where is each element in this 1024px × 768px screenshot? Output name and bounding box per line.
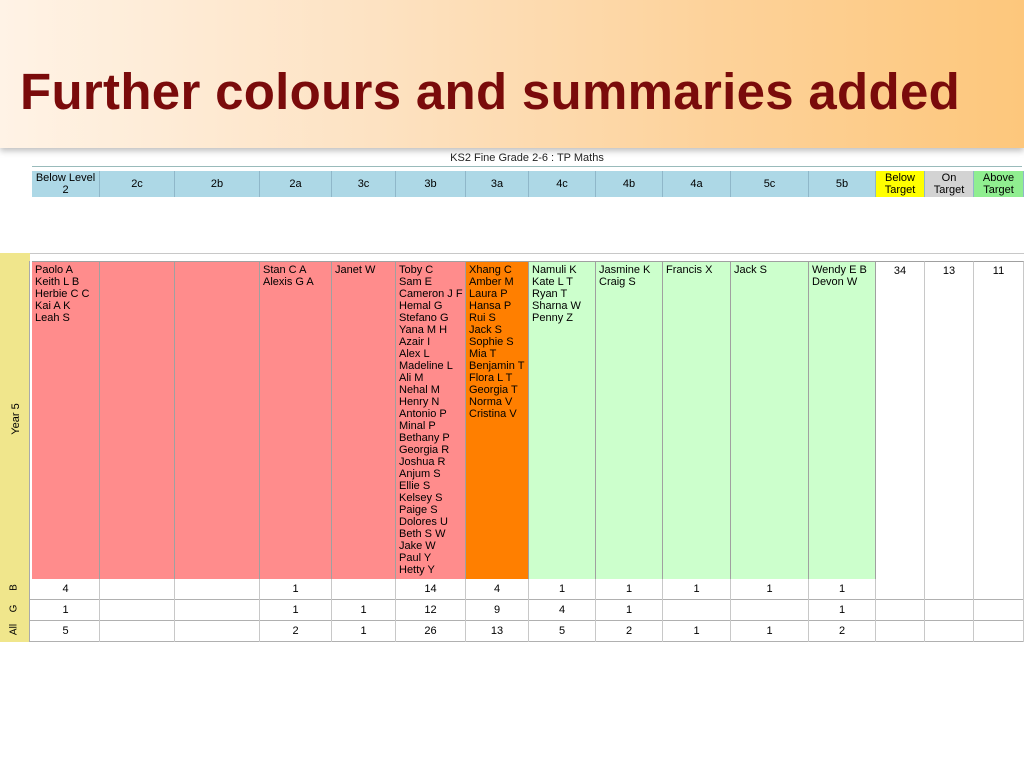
summary-header-above-target[interactable]: Above Target [974,171,1024,197]
column-header-3a[interactable]: 3a [466,171,529,197]
stat-cell[interactable]: 1 [731,579,809,600]
column-header-4b[interactable]: 4b [596,171,663,197]
stat-cell[interactable] [175,579,260,600]
year-row-header [0,261,30,579]
column-header-3b[interactable]: 3b [396,171,466,197]
stat-cell[interactable]: 1 [260,579,332,600]
stat-cell[interactable]: 1 [332,621,396,642]
stat-row-all [0,621,1024,642]
summary-cell-above-target[interactable]: 11 [974,261,1024,579]
stat-row-label [0,579,30,600]
stat-cell[interactable] [731,600,809,621]
grade-cell-2a[interactable]: Stan C A Alexis G A [260,261,332,579]
year-label: Year 5 [10,403,22,435]
stat-row-label [0,600,30,621]
column-header-2a[interactable]: 2a [260,171,332,197]
stat-cell[interactable]: 9 [466,600,529,621]
grade-cell-5b[interactable]: Wendy E B Devon W [809,261,876,579]
grade-cell-3a[interactable]: Xhang C Amber M Laura P Hansa P Rui S Jack S Sophie S Mia T Benjamin T Flora L T Georgia T Norma V Cristina V [466,261,529,579]
stat-cell[interactable] [876,621,925,642]
stat-cell[interactable]: 4 [32,579,100,600]
summary-header-on-target[interactable]: On Target [925,171,974,197]
stat-row-label-text: All [8,623,20,636]
stat-cell[interactable]: 1 [529,579,596,600]
column-header-5c[interactable]: 5c [731,171,809,197]
stat-cell[interactable] [332,579,396,600]
stat-cell[interactable] [100,600,175,621]
collapsed-row-strip [0,253,30,261]
stat-cell[interactable]: 12 [396,600,466,621]
stat-cell[interactable] [925,579,974,600]
grade-cell-3c[interactable]: Janet W [332,261,396,579]
column-header-2b[interactable]: 2b [175,171,260,197]
stat-row-label-text: G [8,604,20,613]
stat-cell[interactable]: 1 [663,579,731,600]
stat-cell[interactable] [974,579,1024,600]
stat-cell[interactable] [175,600,260,621]
stat-cell[interactable]: 1 [260,600,332,621]
stat-cell[interactable] [100,579,175,600]
stat-cell[interactable]: 5 [32,621,100,642]
stat-cell[interactable] [100,621,175,642]
stat-row-b [0,579,1024,600]
stat-cell[interactable] [876,600,925,621]
grade-cell-2c[interactable] [100,261,175,579]
column-header-5b[interactable]: 5b [809,171,876,197]
stat-cell[interactable]: 2 [260,621,332,642]
stat-cell[interactable]: 1 [809,579,876,600]
column-header-3c[interactable]: 3c [332,171,396,197]
stat-cell[interactable]: 14 [396,579,466,600]
stat-cell[interactable]: 26 [396,621,466,642]
column-header-2c[interactable]: 2c [100,171,175,197]
sheet-title: KS2 Fine Grade 2-6 : TP Maths [32,152,1022,167]
grade-cell-4b[interactable]: Jasmine K Craig S [596,261,663,579]
stat-cell[interactable] [663,600,731,621]
stat-cell[interactable]: 2 [596,621,663,642]
grade-cell-5c[interactable]: Jack S [731,261,809,579]
stat-cell[interactable]: 13 [466,621,529,642]
title-banner [0,0,1024,148]
stat-cell[interactable]: 1 [596,579,663,600]
stat-cell[interactable]: 4 [466,579,529,600]
grade-cell-4a[interactable]: Francis X [663,261,731,579]
stat-cell[interactable] [925,621,974,642]
stat-cell[interactable] [175,621,260,642]
grade-cell-below-level-2[interactable]: Paolo A Keith L B Herbie C C Kai A K Leah S [32,261,100,579]
stat-cell[interactable]: 1 [332,600,396,621]
stat-cell[interactable]: 4 [529,600,596,621]
stat-cell[interactable] [974,621,1024,642]
column-header-4a[interactable]: 4a [663,171,731,197]
grade-cell-4c[interactable]: Namuli K Kate L T Ryan T Sharna W Penny Z [529,261,596,579]
stat-cell[interactable]: 1 [809,600,876,621]
grade-cell-3b[interactable]: Toby C Sam E Cameron J F Hemal G Stefano G Yana M H Azair I Alex L Madeline L Ali M Nehal M Henry N Antonio P Minal P Bethany P Georgia R Joshua R Anjum S Ellie S Kelsey S Paige S Dolores U Beth S W Jake W Paul Y Hetty Y [396,261,466,579]
stat-row-label-text: B [8,584,20,591]
stat-cell[interactable]: 1 [596,600,663,621]
summary-cell-below-target[interactable]: 34 [876,261,925,579]
stat-cell[interactable] [876,579,925,600]
column-header-4c[interactable]: 4c [529,171,596,197]
stat-cell[interactable]: 1 [32,600,100,621]
stat-cell[interactable]: 1 [663,621,731,642]
stat-cell[interactable] [974,600,1024,621]
summary-cell-on-target[interactable]: 13 [925,261,974,579]
stat-cell[interactable] [925,600,974,621]
stat-cell[interactable]: 5 [529,621,596,642]
column-header-below-level-2[interactable]: Below Level 2 [32,171,100,197]
stat-row-label [0,621,30,642]
slide-title: Further colours and summaries added [20,63,961,120]
grade-cell-2b[interactable] [175,261,260,579]
summary-header-below-target[interactable]: Below Target [876,171,925,197]
stat-cell[interactable]: 2 [809,621,876,642]
stat-row-g [0,600,1024,621]
stat-cell[interactable]: 1 [731,621,809,642]
